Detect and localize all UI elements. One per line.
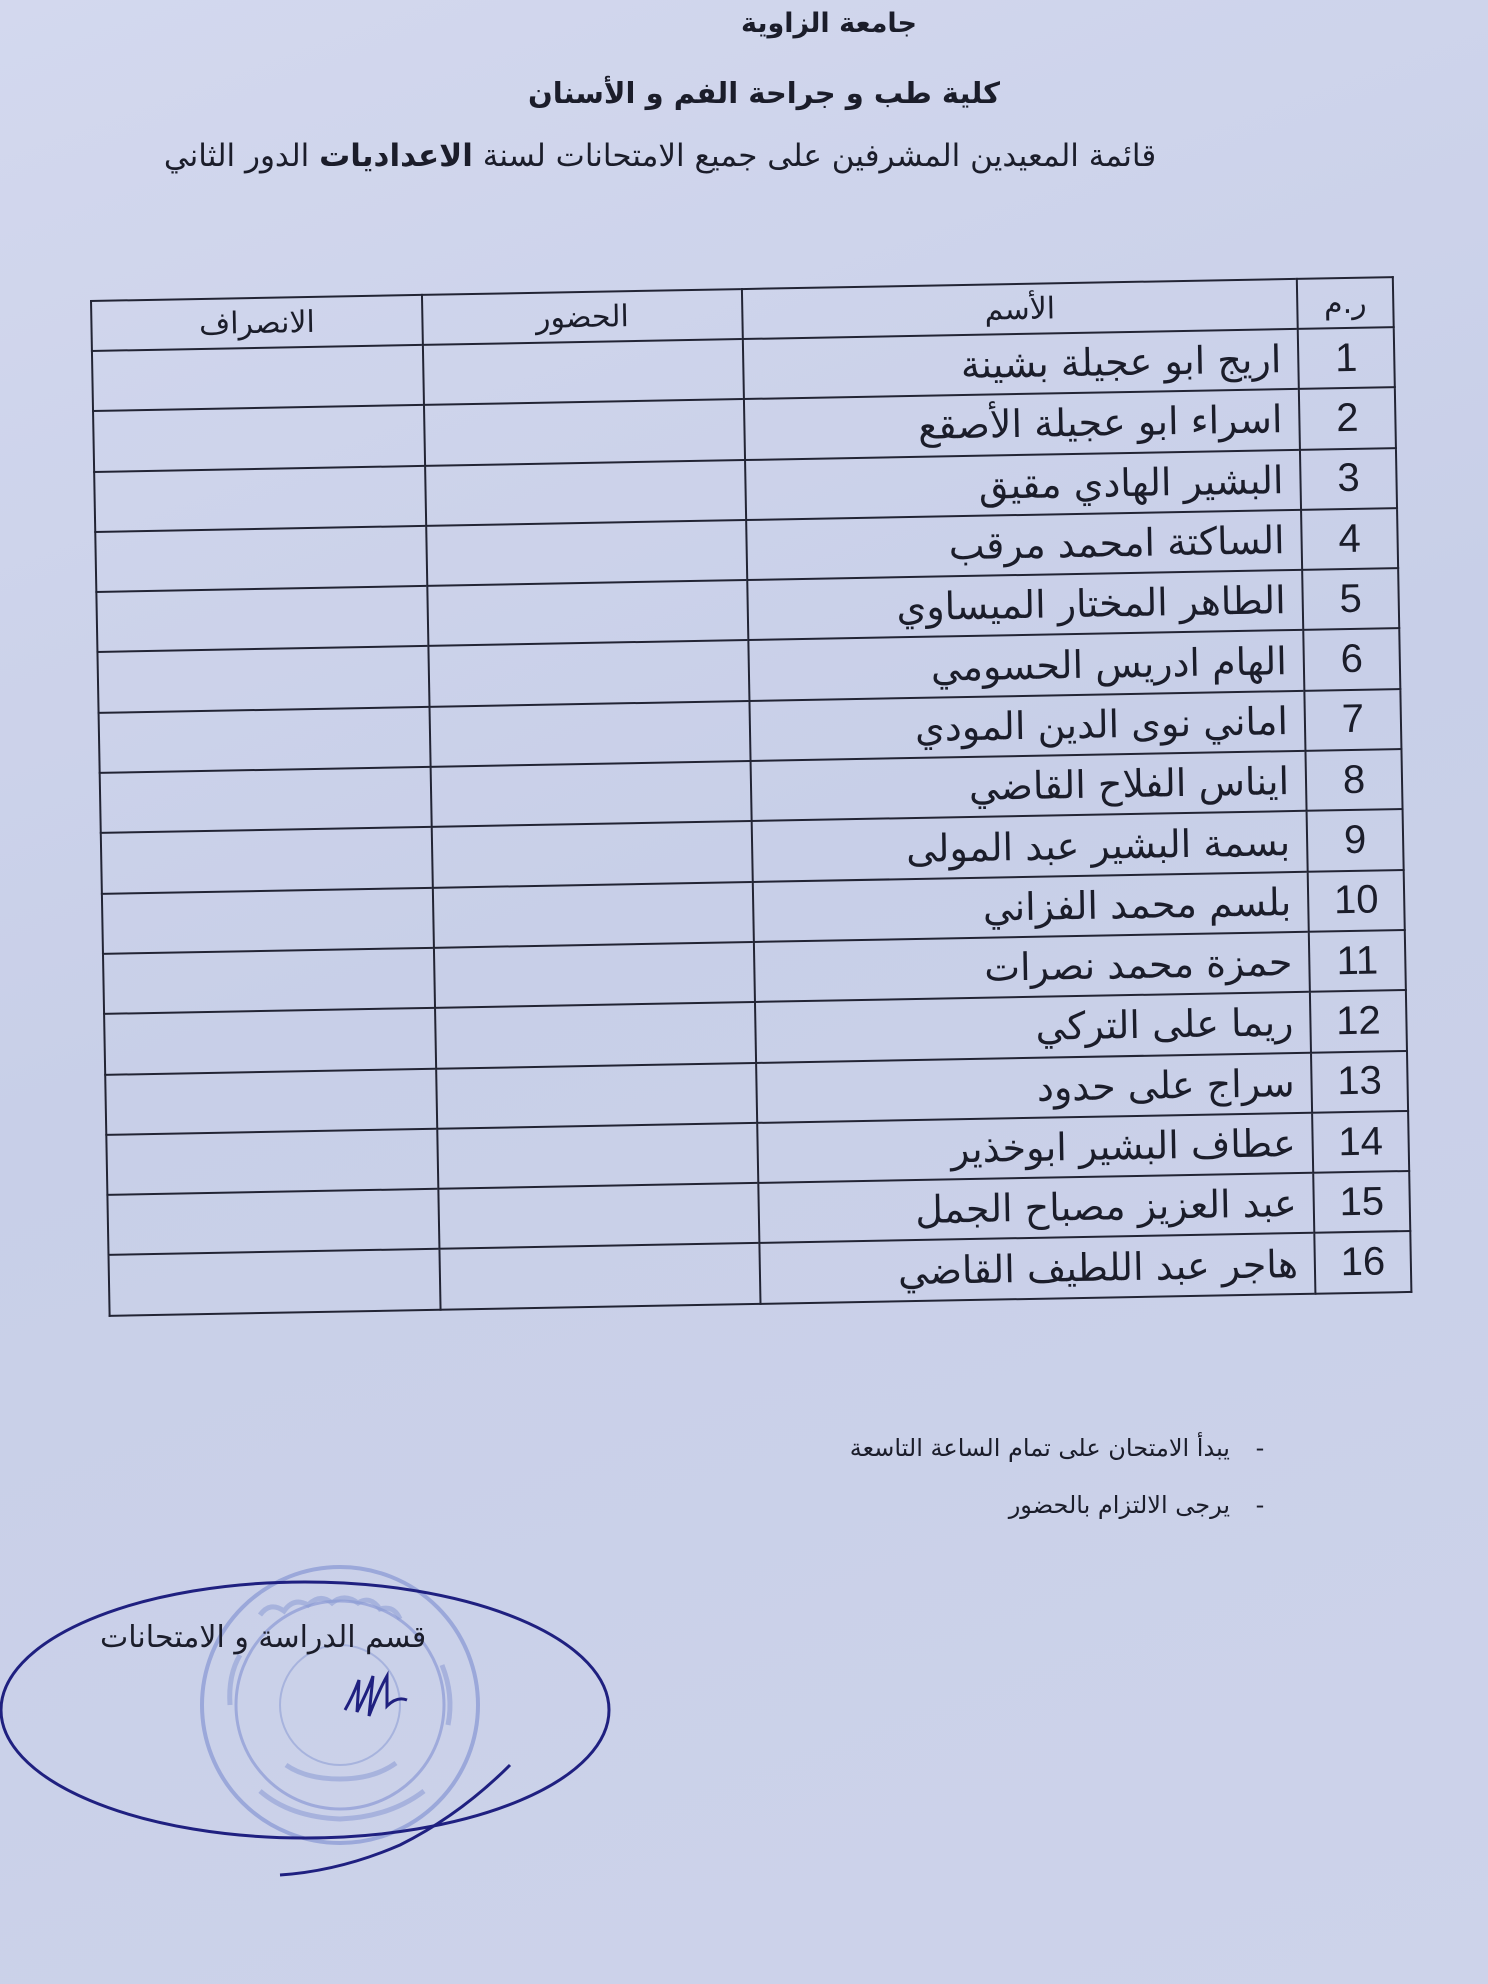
notes-list <box>780 1420 1290 1534</box>
supervisors-table-wrap <box>90 276 1410 1316</box>
supervisor-name: اماني نوى الدين المودي <box>749 691 1305 761</box>
supervisor-name: الطاهر المختار الميساوي <box>747 570 1303 640</box>
supervisor-name: الهام ادريس الحسومي <box>748 630 1304 700</box>
note-text: يرجى الالتزام بالحضور <box>1008 1491 1230 1519</box>
departure-cell <box>93 405 425 471</box>
supervisor-name: اسراء ابو عجيلة الأصقع <box>744 389 1300 459</box>
attendance-cell <box>426 520 747 586</box>
header-departure: الانصراف <box>91 295 423 351</box>
note-bullet: - <box>1255 1491 1265 1519</box>
signature-oval-icon <box>0 1560 620 1890</box>
row-number: 6 <box>1303 629 1400 691</box>
attendance-cell <box>427 580 748 646</box>
row-number: 10 <box>1308 870 1405 932</box>
attendance-cell <box>434 942 755 1008</box>
note-item <box>780 1420 1290 1477</box>
supervisor-name: اريج ابو عجيلة بشينة <box>743 329 1299 399</box>
supervisor-name: سراج على حدود <box>756 1052 1312 1122</box>
attendance-cell <box>438 1183 759 1249</box>
departure-cell <box>106 1129 438 1195</box>
departure-cell <box>96 586 428 652</box>
header-attendance: الحضور <box>422 289 743 345</box>
departure-cell <box>105 1068 437 1134</box>
row-number: 13 <box>1311 1051 1408 1113</box>
row-number: 8 <box>1305 749 1402 811</box>
departure-cell <box>103 948 435 1014</box>
title-bold: الاعداديات <box>319 138 473 174</box>
supervisor-name: عطاف البشير ابوخذير <box>757 1113 1313 1183</box>
attendance-cell <box>432 821 753 887</box>
departure-cell <box>107 1189 439 1255</box>
supervisor-name: ريما على التركي <box>755 992 1311 1062</box>
supervisor-name: حمزة محمد نصرات <box>754 932 1310 1002</box>
supervisor-name: بلسم محمد الفزاني <box>753 871 1309 941</box>
note-bullet: - <box>1255 1434 1265 1462</box>
row-number: 14 <box>1312 1111 1409 1173</box>
row-number: 9 <box>1307 809 1404 871</box>
header-name: الأسم <box>742 279 1298 339</box>
supervisor-name: هاجر عبد اللطيف القاضي <box>759 1233 1315 1303</box>
faculty-name: كلية طب و جراحة الفم و الأسنان <box>527 76 1001 110</box>
departure-cell <box>104 1008 436 1074</box>
row-number: 1 <box>1298 327 1395 389</box>
attendance-cell <box>431 761 752 827</box>
attendance-cell <box>423 339 744 405</box>
row-number: 2 <box>1299 387 1396 449</box>
row-number: 7 <box>1304 689 1401 751</box>
title-part-2: الدور الثاني <box>163 138 320 174</box>
table-body <box>92 327 1411 1315</box>
supervisors-table <box>90 276 1412 1316</box>
note-text: يبدأ الامتحان على تمام الساعة التاسعة <box>849 1434 1230 1462</box>
row-number: 11 <box>1309 930 1406 992</box>
supervisor-name: ايناس الفلاح القاضي <box>751 751 1307 821</box>
title-part-1: قائمة المعيدين المشرفين على جميع الامتحانات لسنة <box>472 138 1157 174</box>
attendance-cell <box>436 1062 757 1128</box>
supervisor-name: بسمة البشير عبد المولى <box>752 811 1308 881</box>
header-num: ر.م <box>1297 277 1394 329</box>
supervisor-name: عبد العزيز مصباح الجمل <box>758 1173 1314 1243</box>
attendance-cell <box>437 1123 758 1189</box>
attendance-cell <box>428 640 749 706</box>
attendance-cell <box>435 1002 756 1068</box>
attendance-cell <box>439 1243 760 1309</box>
departure-cell <box>94 465 426 531</box>
supervisor-name: الساكتة امحمد مرقب <box>746 510 1302 580</box>
attendance-cell <box>424 399 745 465</box>
departure-cell <box>109 1249 441 1315</box>
row-number: 15 <box>1313 1171 1410 1233</box>
row-number: 12 <box>1310 990 1407 1052</box>
departure-cell <box>102 887 434 953</box>
attendance-cell <box>433 882 754 948</box>
document-title <box>0 132 1320 180</box>
row-number: 4 <box>1301 508 1398 570</box>
departure-cell <box>100 767 432 833</box>
supervisor-name: البشير الهادي مقيق <box>745 449 1301 519</box>
attendance-cell <box>430 701 751 767</box>
row-number: 5 <box>1302 568 1399 630</box>
row-number: 16 <box>1314 1231 1411 1293</box>
department-signature-text: قسم الدراسة و الامتحانات <box>100 1620 427 1655</box>
note-item <box>780 1477 1290 1534</box>
departure-cell <box>92 345 424 411</box>
departure-cell <box>101 827 433 893</box>
departure-cell <box>95 526 427 592</box>
university-name: جامعة الزاوية <box>740 8 918 39</box>
departure-cell <box>99 707 431 773</box>
attendance-cell <box>425 460 746 526</box>
row-number: 3 <box>1300 448 1397 510</box>
departure-cell <box>97 646 429 712</box>
